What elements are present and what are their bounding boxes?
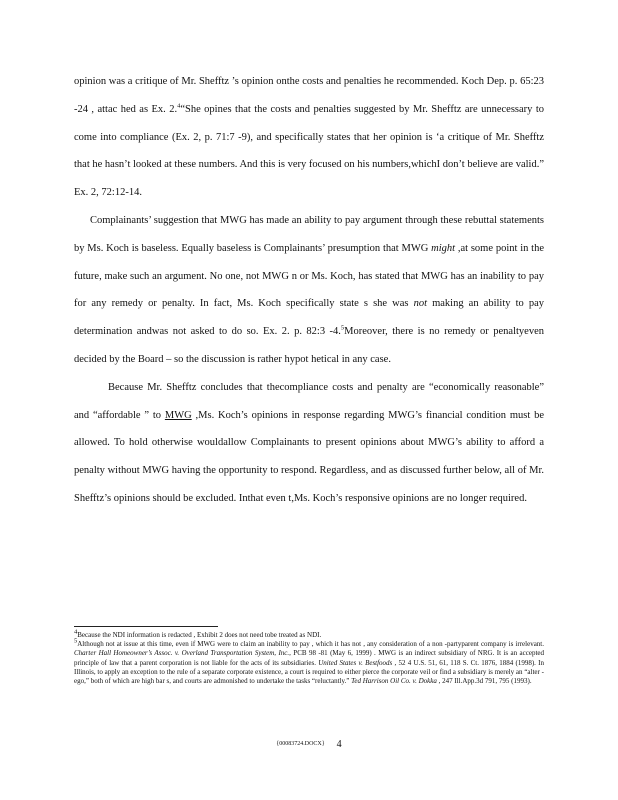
footnote-ref-5[interactable]: 5 xyxy=(340,324,345,332)
paragraph-1-text-a: opinion was a critique of Mr. Shefftz ’s opinion onthe costs and penalties he recommended. Koch Dep. p. 65:23 -24 , attac hed as Ex. 2. xyxy=(74,76,544,115)
body-text xyxy=(74,68,544,513)
footnote-5-text-d: , 247 Ill.App.3d 791, 795 (1993). xyxy=(436,677,532,686)
footnote-ref-4[interactable]: 4 xyxy=(177,102,181,110)
paragraph-2-text-b: ,at some point in the future, make such an argument. No one, not MWG n or Ms. Koch, has stated that MWG has an inability to pay for any remedy or penalty. In fact, Ms. Koch specifically state s she was xyxy=(74,242,544,310)
footnote-5-citation-charter-hall: Charter Hall Homeowner’s Assoc. v. Overland Transportation System, Inc., xyxy=(74,649,291,658)
paragraph-3-text-a: Because Mr. Shefftz concludes that thecompliance costs and penalty are “economically reasonable” and “affordable ” to xyxy=(74,381,544,421)
page-footer xyxy=(0,735,618,753)
footnote-4 xyxy=(74,628,544,640)
paragraph-3-underlined-mwg: MWG xyxy=(164,409,192,421)
paragraph-2 xyxy=(74,207,544,374)
document-id: {00083724.DOCX} xyxy=(276,741,325,748)
paragraph-2-emphasis-might: might xyxy=(431,242,456,254)
footnote-separator xyxy=(74,626,218,627)
footnote-5-text-a: Although not at issue at this time, even if MWG were to claim an inability to pay , which it has not , any consideration of a non -partyparent company is irrelevant. xyxy=(77,640,544,649)
paragraph-3-text-b: ,Ms. Koch’s opinions in response regarding MWG’s financial condition must be allowed. To hold otherwise wouldallow Complainants to present opinions about MWG’s ability to afford a penalty without MWG having the opportunity to respond. Regardless, and as discussed further below, all of Mr. Shefftz’s opinions should be excluded. Inthat even t,Ms. Koch’s responsive opinions are no longer required. xyxy=(74,409,544,504)
paragraph-1 xyxy=(74,68,544,207)
footnote-5 xyxy=(74,637,544,686)
footnote-5-citation-ted-harrison: Ted Harrison Oil Co. v. Dokka xyxy=(351,677,437,686)
paragraph-2-text-a: Complainants’ suggestion that MWG has made an ability to pay argument through these rebuttal statements by Ms. Koch is baseless. Equally baseless is Complainants’ presumption that MWG xyxy=(74,214,544,254)
footnote-5-citation-bestfoods: United States v. Bestfoods xyxy=(318,658,393,667)
paragraph-1-text-b: “She opines that the costs and penalties suggested by Mr. Shefftz are unnecessary to come into compliance (Ex. 2, p. 71:7 -9), and specifically states that her opinion is ‘a critique of Mr. Shefftz that he hasn’t looked at these numbers. And this is very focused on his numbers,whichI don’t believe are valid.” Ex. 2, 72:12-14. xyxy=(74,103,545,199)
paragraph-2-text-c: making an ability to pay determination andwas not asked to do so. Ex. 2. p. 82:3 -4. xyxy=(74,298,544,338)
paragraph-2-emphasis-not: not xyxy=(413,298,428,310)
footnotes xyxy=(74,628,544,686)
footnote-4-marker: 4 xyxy=(74,628,78,636)
page-number: 4 xyxy=(336,738,342,750)
paragraph-2-text-d: Moreover, there is no remedy or penaltyeven decided by the Board – so the discussion is rather hypot hetical in any case. xyxy=(74,326,544,365)
footnote-5-text-b: PCB 98 -81 (May 6, 1999) . MWG is an indirect subsidiary of NRG. It is an accepted principle of law that a parent corporation is not liable for the acts of its subsidiaries. xyxy=(74,649,544,667)
footnote-4-text: Because the NDI information is redacted , Exhibit 2 does not need tobe treated as NDI. xyxy=(77,631,322,639)
footnote-5-text-c: , 52 4 U.S. 51, 61, 118 S. Ct. 1876, 1884 (1998). In Illinois, to apply an exception to the rule of a separate corporate existence, a court is required to either pierce the corporate veil or find a subsidiary is merely an “alter -ego,” both of which are high bar s, and courts are admonished to undertake the tasks “reluctantly.” xyxy=(74,658,544,686)
paragraph-3 xyxy=(74,374,544,513)
footnote-5-marker: 5 xyxy=(74,637,78,645)
